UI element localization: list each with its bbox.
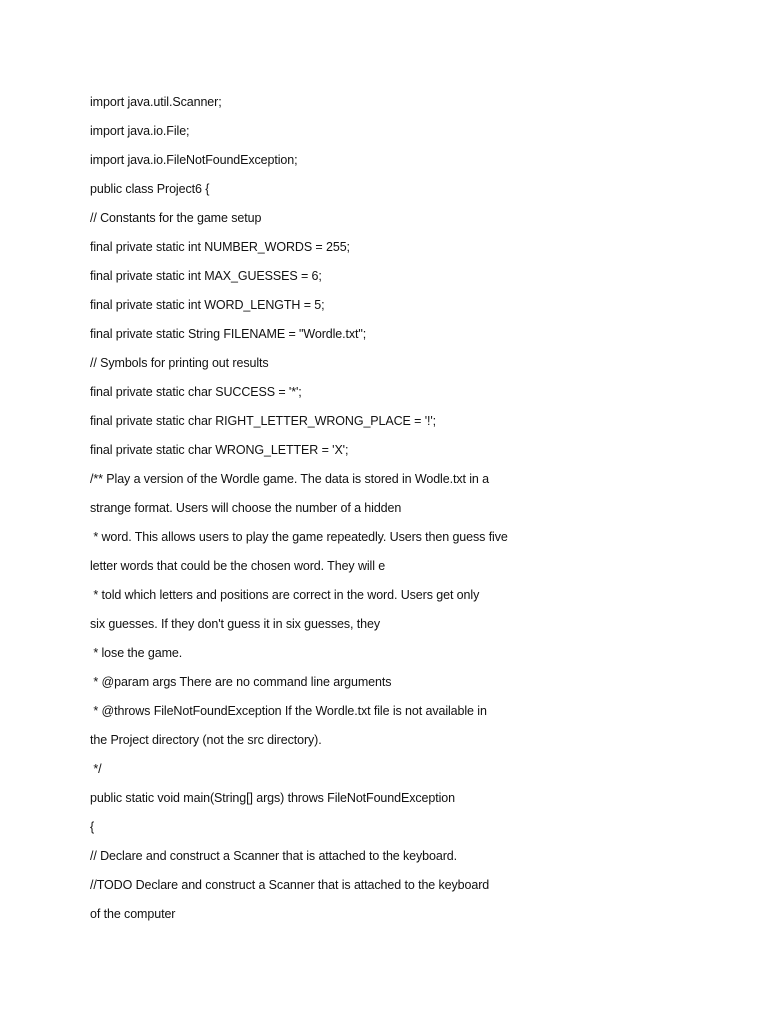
code-line: final private static char RIGHT_LETTER_WRONG_PLACE = '!'; (90, 414, 437, 428)
code-line: public class Project6 { (90, 182, 210, 196)
code-line: strange format. Users will choose the number of a hidden (90, 501, 402, 515)
code-line: * @throws FileNotFoundException If the Wordle.txt file is not available in (90, 704, 487, 718)
code-line: * lose the game. (90, 646, 183, 660)
code-line: of the computer (90, 907, 176, 921)
code-line: { (90, 820, 95, 834)
code-line: final private static int WORD_LENGTH = 5; (90, 298, 325, 312)
code-line: the Project directory (not the src directory). (90, 733, 322, 747)
code-line: final private static char SUCCESS = '*'; (90, 385, 302, 399)
code-line: //TODO Declare and construct a Scanner that is attached to the keyboard (90, 878, 490, 892)
code-line: * told which letters and positions are correct in the word. Users get only (90, 588, 480, 602)
code-line: six guesses. If they don't guess it in six guesses, they (90, 617, 380, 631)
code-line: * word. This allows users to play the game repeatedly. Users then guess five (90, 530, 508, 544)
code-listing (90, 89, 750, 930)
code-line: final private static char WRONG_LETTER = 'X'; (90, 443, 349, 457)
code-line: * @param args There are no command line arguments (90, 675, 392, 689)
code-line: final private static int MAX_GUESSES = 6; (90, 269, 322, 283)
code-line: letter words that could be the chosen word. They will e (90, 559, 386, 573)
code-line: /** Play a version of the Wordle game. The data is stored in Wodle.txt in a (90, 472, 489, 486)
code-line: public static void main(String[] args) throws FileNotFoundException (90, 791, 455, 805)
code-line: import java.io.FileNotFoundException; (90, 153, 298, 167)
code-line: */ (90, 762, 102, 776)
code-line: final private static int NUMBER_WORDS = 255; (90, 240, 350, 254)
code-line: import java.util.Scanner; (90, 95, 222, 109)
code-line: final private static String FILENAME = "Wordle.txt"; (90, 327, 367, 341)
code-line: // Symbols for printing out results (90, 356, 269, 370)
code-line: // Constants for the game setup (90, 211, 262, 225)
code-line: // Declare and construct a Scanner that is attached to the keyboard. (90, 849, 458, 863)
code-line: import java.io.File; (90, 124, 190, 138)
